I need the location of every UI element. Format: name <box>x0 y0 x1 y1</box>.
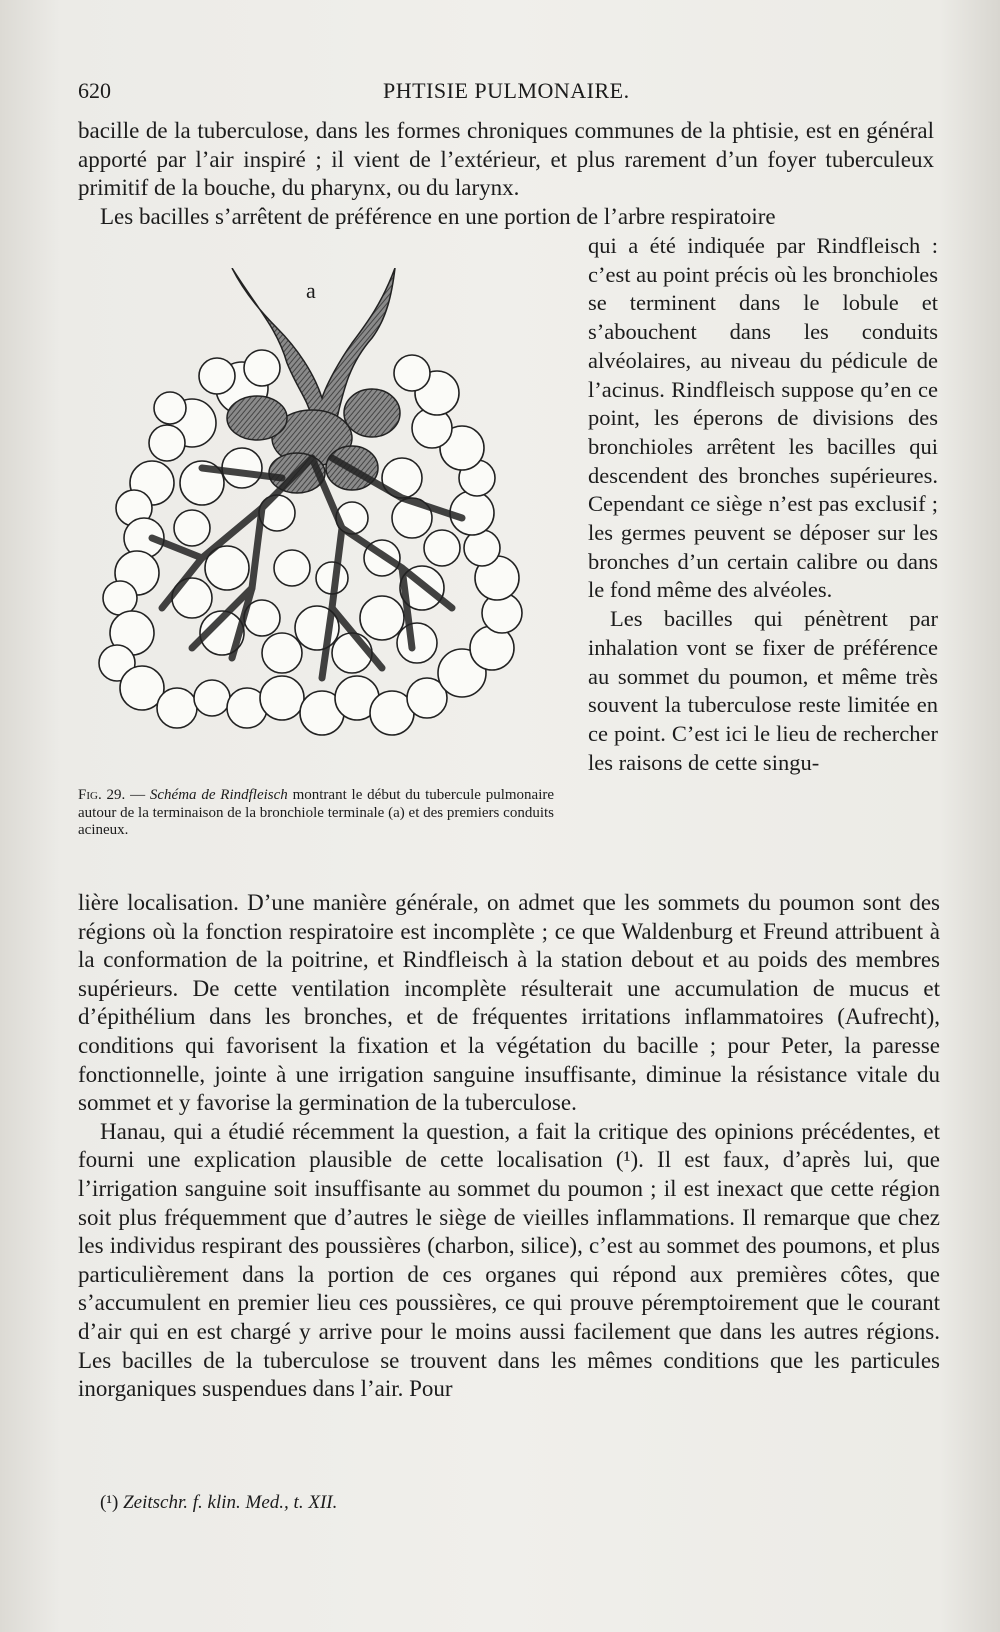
caption-number: Fig. 29. <box>78 787 126 803</box>
paragraph: lière localisation. D’une manière générale, on admet que les sommets du poumon sont des régions où la fonction respiratoire est incomplète ; ce que Waldenburg et Freund attribuent à la conformation de la poitrine, et Rindfleisch à la station debout et au poids des membres supérieurs. De cette ventilation incomplète résulterait une accumulation de mucus et d’épithélium dans les bronches, et de fréquentes irritations inflammatoires (Aufrecht), conditions qui favorisent la fixation et la végétation du bacille ; pour Peter, la paresse fonctionnelle, jointe à une irrigation sanguine insuffisante, diminue la résistance vitale du sommet et y favorise la germination de la tuberculose. <box>78 890 940 1116</box>
figure-rindfleisch-schema <box>82 268 560 776</box>
text-top <box>78 117 934 231</box>
text-bottom <box>78 889 940 1404</box>
figure-caption <box>78 787 554 840</box>
paragraph: Les bacilles s’arrêtent de préférence en une portion de l’arbre respiratoire <box>100 203 776 229</box>
paragraph: bacille de la tuberculose, dans les formes chroniques communes de la phtisie, est en général apporté par l’air inspiré ; il vient de l’extérieur, et plus rarement d’un foyer tuberculeux primitif de la bouche, du pharynx, ou du larynx. <box>78 118 934 201</box>
page-header <box>78 78 938 108</box>
footnote-text: Zeitschr. f. klin. Med., t. XII. <box>118 1492 338 1513</box>
bronchiole-illustration <box>82 268 560 776</box>
caption-text: montrant le début du tubercule pulmonaire autour de la terminaison de la bronchiole terminale (a) et des premiers conduits acineux. <box>78 787 555 838</box>
caption-title: Schéma de Rindfleisch <box>149 787 288 803</box>
page-number: 620 <box>78 78 111 103</box>
paragraph: Hanau, qui a étudié récemment la question, a fait la critique des opinions précédentes, et fourni une explication plausible de cette localisation (¹). Il est faux, d’après lui, que l’irrigation sanguine soit insuffisante au sommet du poumon ; il est inexact que cette région soit plus fréquemment que d’autres le siège de vieilles inflammations. Il remarque que chez les individus respirant des poussières (charbon, silice), c’est au sommet des poumons, et plus particulièrement dans la portion de ces organes qui répond aux premières côtes, que s’accumulent en premier lieu ces poussières, ce qui prouve péremptoirement que le courant d’air qui en est chargé y arrive pour le moins aussi facilement que dans les autres régions. Les bacilles de la tuberculose se trouvent dans les mêmes conditions que les particules inorganiques suspendues dans l’air. Pour <box>78 1118 940 1402</box>
text-column-right <box>588 232 938 777</box>
paragraph: qui a été indiquée par Rindfleisch : c’est au point précis où les bronchioles se terminent dans le lobule et s’abouchent dans les conduits alvéolaires, au niveau du pédicule de l’acinus. Rindfleisch suppose qu’en ce point, les éperons de divisions des bronchioles arrêtent les bacilles qui descendent des bronches supérieures. Cependant ce siège n’est pas exclusif ; les germes peuvent se déposer sur les bronches d’un certain calibre ou dans le fond même des alvéoles. <box>588 233 938 603</box>
caption-dash: — <box>125 787 150 803</box>
paragraph: Les bacilles qui pénètrent par inhalation vont se fixer de préférence au sommet du poumon, et même très souvent la tuberculose reste limitée en ce point. C’est ici le lieu de rechercher les raisons de cette singu- <box>588 606 938 775</box>
footnote-mark: (¹) <box>100 1492 119 1513</box>
footnote <box>100 1492 800 1514</box>
figure-label-a: a <box>306 278 316 303</box>
running-title: PHTISIE PULMONAIRE. <box>383 78 630 103</box>
